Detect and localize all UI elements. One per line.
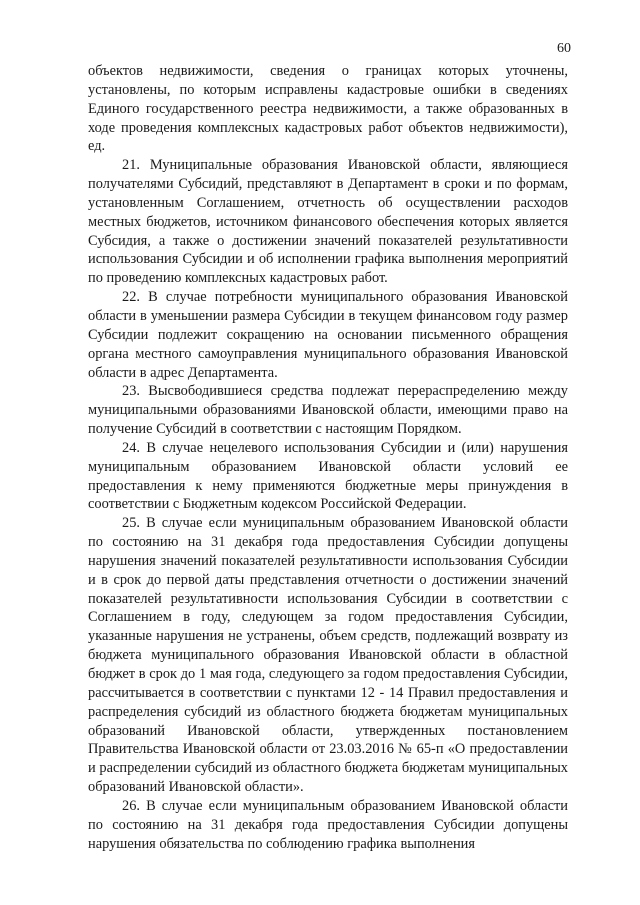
paragraph-item-21: 21. Муниципальные образования Ивановской области, являющиеся получателями Субсидий, представляют в Департамент в сроки и по формам, установленным Соглашением, отчетность об осуществлении расходов местных бюджетов, источником финансового обеспечения которых является Субсидия, а также о достижении значений показателей результативности использования Субсидии и об исполнении графика выполнения мероприятий по проведению комплексных кадастровых работ.	[88, 157, 568, 287]
paragraph-item-26: 26. В случае если муниципальным образованием Ивановской области по состоянию на 31 декабря года предоставления Субсидии допущены нарушения обязательства по соблюдению графика выполнения	[88, 797, 568, 852]
paragraph-item-23: 23. Высвободившиеся средства подлежат перераспределению между муниципальными образованиями Ивановской области, имеющими право на получение Субсидий в соответствии с настоящим Порядком.	[88, 383, 568, 438]
paragraph-continuation: объектов недвижимости, сведения о границах которых уточнены, установлены, по которым исправлены кадастровые ошибки в сведениях Единого государственного реестра недвижимости, а также образованных в ходе проведения комплексных кадастровых работ объектов недвижимости), ед.	[88, 63, 568, 155]
paragraph-item-25: 25. В случае если муниципальным образованием Ивановской области по состоянию на 31 декабря года предоставления Субсидии допущены нарушения значений показателей результативности использования Субсидии и в срок до первой даты представления отчетности о достижении значений показателей результативности использования Субсидии в соответствии с Соглашением в году, следующем за годом предоставления Субсидии, указанные нарушения не устранены, объем средств, подлежащий возврату из бюджета муниципального образования Ивановской области в областной бюджет в срок до 1 мая года, следующего за годом предоставления Субсидии, рассчитывается в соответствии с пунктами 12 - 14 Правил предоставления и распределения субсидий из областного бюджета бюджетам муниципальных образований Ивановской области, утвержденных постановлением Правительства Ивановской области от 23.03.2016 № 65-п «О предоставлении и распределении субсидий из областного бюджета бюджетам муниципальных образований Ивановской области».	[88, 515, 568, 796]
page-number: 60	[557, 41, 571, 56]
paragraph-item-24: 24. В случае нецелевого использования Субсидии и (или) нарушения муниципальным образованием Ивановской области условий ее предоставления к нему применяются бюджетные меры принуждения в соответствии с Бюджетным кодексом Российской Федерации.	[88, 439, 568, 513]
document-body	[88, 62, 568, 853]
paragraph-item-22: 22. В случае потребности муниципального образования Ивановской области в уменьшении размера Субсидии в текущем финансовом году размер Субсидии подлежит сокращению на основании письменного обращения органа местного самоуправления муниципального образования Ивановской области в адрес Департамента.	[88, 289, 568, 381]
